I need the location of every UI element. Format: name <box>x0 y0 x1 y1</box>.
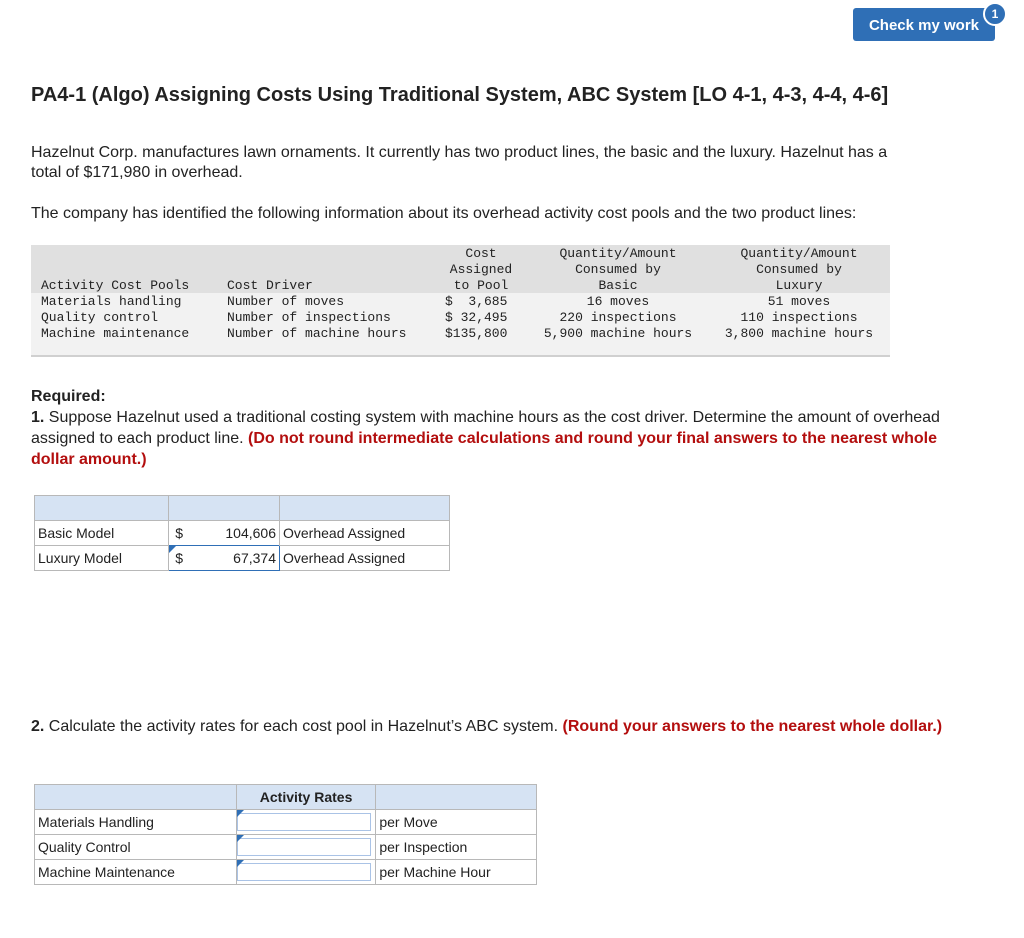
row-driver: Number of moves <box>227 294 345 309</box>
row-label: Luxury Model <box>35 546 169 571</box>
row-label: Quality Control <box>35 835 237 860</box>
row-label: Materials Handling <box>35 810 237 835</box>
intro-line-1: Hazelnut Corp. manufactures lawn ornaments. It currently has two product lines, the basic and the luxury. Hazelnut has a <box>31 144 888 161</box>
row-unit: per Move <box>376 810 537 835</box>
question-2-number: 2. <box>31 718 45 735</box>
question-2-text: Calculate the activity rates for each cost pool in Hazelnut’s ABC system. <box>44 718 563 735</box>
table-row <box>35 546 450 571</box>
row-basic: 16 moves <box>586 294 650 309</box>
input-flag-icon <box>237 835 244 842</box>
row-label: Basic Model <box>35 521 169 546</box>
header-basic-line3: Basic <box>598 278 638 293</box>
row-driver: Number of inspections <box>227 310 391 325</box>
row-luxury: 51 moves <box>767 294 831 309</box>
header-driver: Cost Driver <box>227 278 313 293</box>
rate-cell <box>236 860 376 885</box>
input-flag-icon <box>237 860 244 867</box>
row-basic: 220 inspections <box>559 310 677 325</box>
table-row <box>35 521 450 546</box>
header-basic-line2: Consumed by <box>575 262 661 277</box>
row-unit: Overhead Assigned <box>280 521 450 546</box>
activity-rates-table <box>34 784 537 885</box>
table-header-row <box>35 496 450 521</box>
row-label: Machine Maintenance <box>35 860 237 885</box>
table-row <box>35 810 537 835</box>
row-unit: per Machine Hour <box>376 860 537 885</box>
rate-input-machine-maintenance[interactable] <box>237 863 371 881</box>
header-cost-line3: to Pool <box>453 278 509 293</box>
currency-symbol: $ <box>169 546 190 571</box>
currency-symbol: $ <box>169 521 190 546</box>
header-cost-line2: Assigned <box>449 262 513 277</box>
header-luxury-line3: Luxury <box>775 278 823 293</box>
table-header-row <box>35 785 537 810</box>
required-section <box>31 386 981 470</box>
row-pool: Materials handling <box>41 294 182 309</box>
question-1-note: (Do not round intermediate calculations and round your final answers to the nearest whole dollar amount.) <box>31 430 938 468</box>
check-my-work-button[interactable]: Check my work <box>853 8 995 41</box>
question-1 <box>31 407 981 470</box>
activity-rates-header: Activity Rates <box>236 785 376 810</box>
row-cost: $135,800 <box>445 326 508 341</box>
pools-intro: The company has identified the following information about its overhead activity cost pools and the two product lines: <box>31 205 857 222</box>
table-row <box>35 835 537 860</box>
question-2 <box>31 716 981 737</box>
row-cost: $ 32,495 <box>445 310 508 325</box>
header-luxury-line1: Quantity/Amount <box>740 246 858 261</box>
rate-input-materials-handling[interactable] <box>237 813 371 831</box>
input-flag-icon <box>169 546 176 553</box>
row-cost: $ 3,685 <box>445 294 508 309</box>
rate-input-quality-control[interactable] <box>237 838 371 856</box>
question-1-text: Suppose Hazelnut used a traditional costing system with machine hours as the cost driver. Determine the amount of overhead assigned to each product line. <box>31 409 940 447</box>
row-luxury: 110 inspections <box>740 310 858 325</box>
header-pool: Activity Cost Pools <box>41 278 190 293</box>
problem-title: PA4-1 (Algo) Assigning Costs Using Traditional System, ABC System [LO 4-1, 4-3, 4-4, 4-6] <box>31 84 889 106</box>
question-2-note: (Round your answers to the nearest whole dollar.) <box>562 718 943 735</box>
header-luxury-line2: Consumed by <box>756 262 842 277</box>
row-driver: Number of machine hours <box>227 326 407 341</box>
row-unit: Overhead Assigned <box>280 546 450 571</box>
header-cost-line1: Cost <box>465 246 497 261</box>
rate-cell <box>236 835 376 860</box>
intro-line-2: total of $171,980 in overhead. <box>31 164 243 181</box>
row-pool: Quality control <box>41 310 159 325</box>
cost-pool-info-table <box>31 245 890 357</box>
rate-cell <box>236 810 376 835</box>
overhead-input-basic[interactable]: 104,606 <box>189 521 279 546</box>
row-basic: 5,900 machine hours <box>543 326 693 341</box>
table-row <box>35 860 537 885</box>
overhead-assigned-table <box>34 495 450 571</box>
question-1-number: 1. <box>31 409 45 426</box>
row-pool: Machine maintenance <box>41 326 190 341</box>
notification-badge: 1 <box>983 2 1007 26</box>
required-heading: Required: <box>31 388 106 405</box>
row-luxury: 3,800 machine hours <box>724 326 874 341</box>
input-flag-icon <box>237 810 244 817</box>
row-unit: per Inspection <box>376 835 537 860</box>
overhead-input-luxury[interactable]: 67,374 <box>189 546 279 571</box>
header-basic-line1: Quantity/Amount <box>559 246 677 261</box>
